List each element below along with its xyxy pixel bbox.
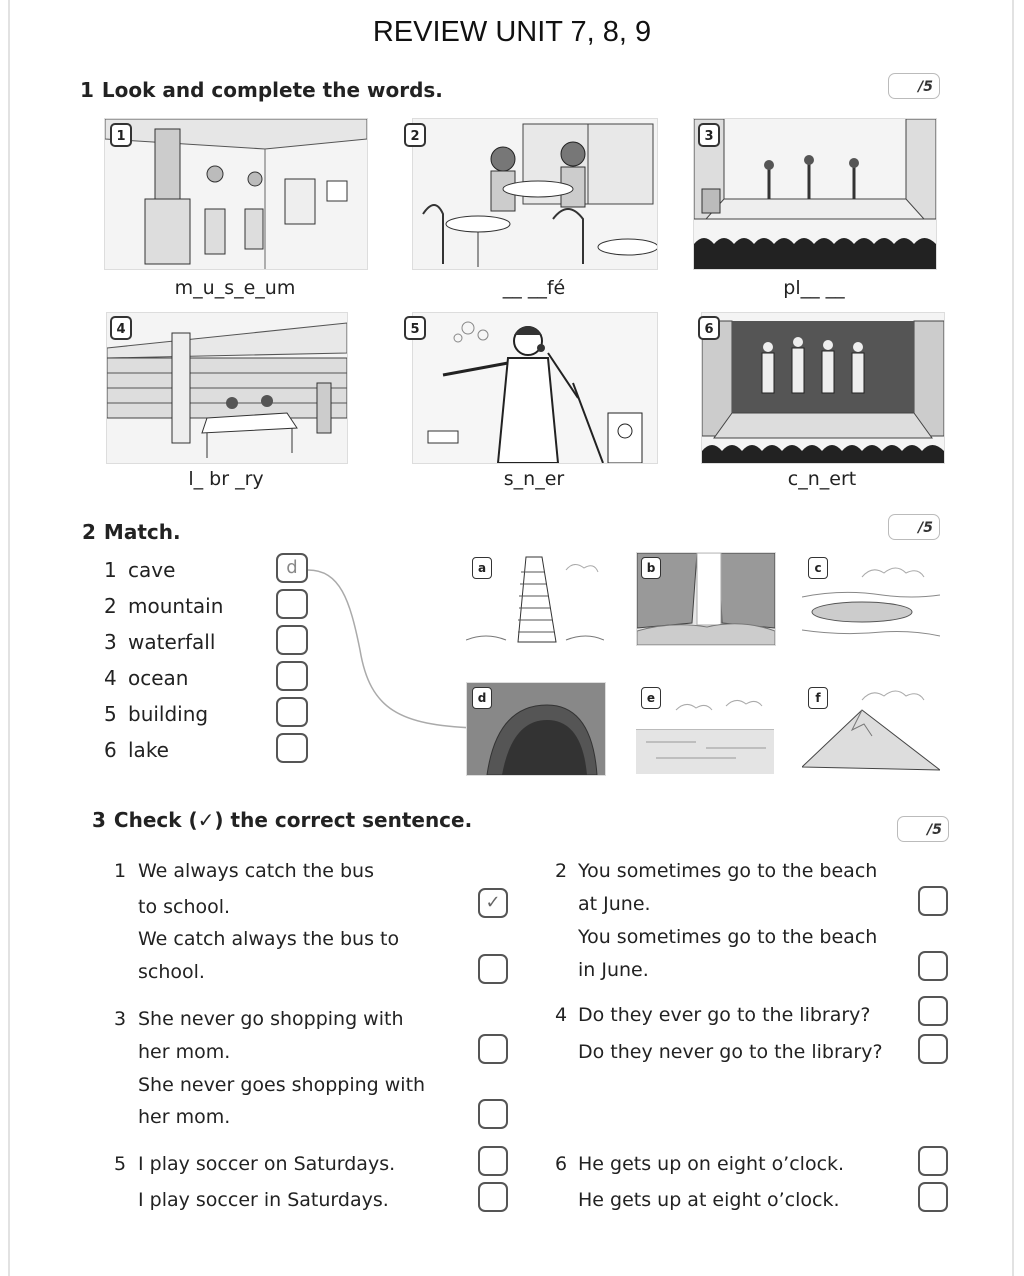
picture-number-tag: 5 [404,316,426,340]
sentence-line: We catch always the bus to [138,928,400,950]
sentence-line: her mom. [138,1106,231,1128]
checkbox[interactable] [478,1034,508,1064]
picture-number-tag: 4 [110,316,132,340]
word-blank: m_u_s_e_um [174,277,296,299]
section3-heading [92,808,472,832]
section2-number: 2 [82,520,96,544]
section1-heading [80,78,443,102]
match-line [300,560,480,735]
picture-letter-tag: d [472,687,492,709]
item-number: 1 [104,558,117,582]
sentence-line: She never goes shopping with [138,1074,426,1096]
picture-letter-tag: f [808,687,828,709]
sentence-line: at June. [578,893,651,915]
item-number: 2 [104,594,117,618]
section3-score: /5 [897,816,949,842]
checkbox[interactable] [478,1146,508,1176]
match-item [104,594,223,618]
match-item [104,738,169,762]
match-answer-box[interactable]: d [276,553,308,583]
item-label: building [128,702,209,726]
checkbox[interactable] [918,1146,948,1176]
section1-instruction: Look and complete the words. [101,78,443,102]
item-label: cave [128,558,176,582]
match-item [104,666,188,690]
sentence-line: I play soccer in Saturdays. [138,1189,389,1211]
museum-picture [104,118,368,270]
item-number: 6 [104,738,117,762]
play-picture [693,118,937,270]
item-label: waterfall [128,630,216,654]
sentence-line: her mom. [138,1041,231,1063]
checkbox[interactable] [478,954,508,984]
section3-number: 3 [92,808,106,832]
match-item [104,558,175,582]
sentence-line: She never go shopping with [138,1008,404,1030]
item-number: 3 [104,630,117,654]
sentence-line: You sometimes go to the beach [578,926,878,948]
word-blank: c_n_ert [787,468,857,490]
word-blank: s_n_er [503,468,565,490]
singer-picture [412,312,658,464]
picture-number-tag: 3 [698,123,720,147]
sentence-line: Do they never go to the library? [578,1041,883,1063]
checkbox[interactable] [478,1099,508,1129]
section1-number: 1 [80,78,94,102]
section3-instruction: Check (✓) the correct sentence. [113,808,473,832]
sentence-line: We always catch the bus [138,860,374,882]
section2-score: /5 [888,514,940,540]
match-item [104,702,208,726]
cafe-picture [412,118,658,270]
question-number: 6 [555,1153,568,1175]
section2-heading [82,520,181,544]
sentence-line: He gets up on eight o’clock. [578,1153,845,1175]
sentence-line: He gets up at eight o’clock. [578,1189,840,1211]
checkbox[interactable] [918,1034,948,1064]
question-number: 2 [555,860,568,882]
sentence-line: to school. [138,896,231,918]
picture-letter-tag: e [641,687,661,709]
sentence-line: in June. [578,959,649,981]
section1-score: /5 [888,73,940,99]
checkbox[interactable] [478,1182,508,1212]
picture-letter-tag: b [641,557,661,579]
item-label: mountain [128,594,224,618]
sentence-line: school. [138,961,205,983]
item-number: 5 [104,702,117,726]
checkbox-checked[interactable]: ✓ [478,888,508,918]
page-title: REVIEW UNIT 7, 8, 9 [372,16,652,48]
checkbox[interactable] [918,886,948,916]
question-number: 3 [114,1008,127,1030]
sentence-line: I play soccer on Saturdays. [138,1153,396,1175]
word-blank: __ __fé [502,277,566,299]
question-number: 4 [555,1004,568,1026]
picture-number-tag: 1 [110,123,132,147]
picture-number-tag: 2 [404,123,426,147]
sentence-line: You sometimes go to the beach [578,860,878,882]
section2-instruction: Match. [103,520,181,544]
word-blank: l_ br _ry [188,468,264,490]
question-number: 1 [114,860,127,882]
item-label: lake [128,738,169,762]
checkbox[interactable] [918,996,948,1026]
match-item [104,630,215,654]
question-number: 5 [114,1153,127,1175]
picture-number-tag: 6 [698,316,720,340]
item-number: 4 [104,666,117,690]
checkbox[interactable] [918,951,948,981]
item-label: ocean [128,666,189,690]
match-answer-box[interactable] [276,733,308,763]
checkbox[interactable] [918,1182,948,1212]
sentence-line: Do they ever go to the library? [578,1004,871,1026]
picture-letter-tag: a [472,557,492,579]
concert-picture [701,312,945,464]
picture-letter-tag: c [808,557,828,579]
library-picture [106,312,348,464]
word-blank: pl__ __ [783,277,845,299]
